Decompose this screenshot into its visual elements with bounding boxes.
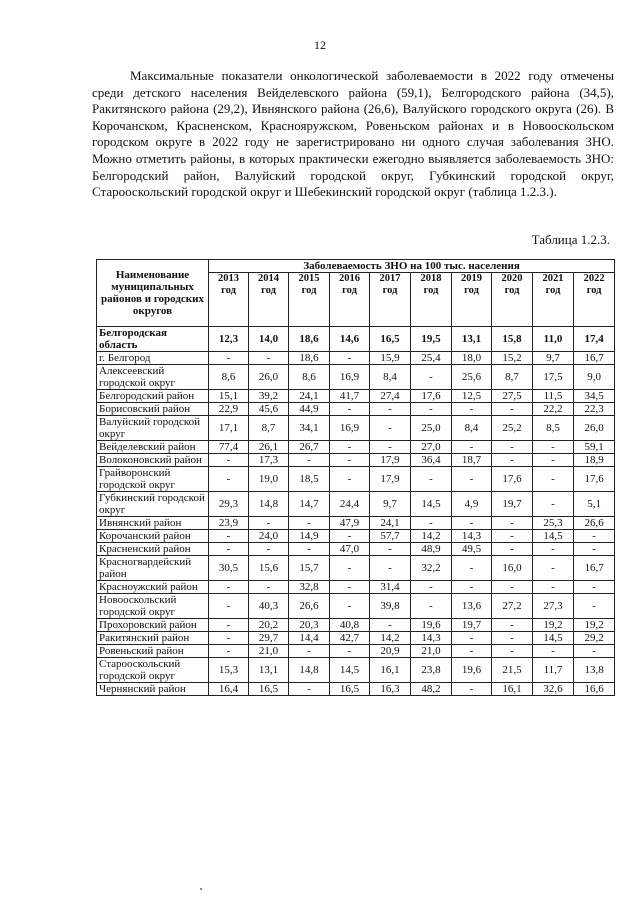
incidence-value-cell: 26,1 bbox=[249, 441, 289, 454]
incidence-value-cell: 18,6 bbox=[289, 352, 330, 365]
incidence-value-cell: - bbox=[411, 581, 452, 594]
incidence-value-cell: 22,2 bbox=[533, 403, 574, 416]
table-row bbox=[97, 530, 615, 543]
incidence-value-cell: 39,8 bbox=[370, 594, 411, 619]
incidence-value-cell: - bbox=[533, 492, 574, 517]
incidence-value-cell: - bbox=[452, 632, 492, 645]
incidence-value-cell: - bbox=[249, 352, 289, 365]
incidence-value-cell: 16,1 bbox=[492, 683, 533, 696]
incidence-value-cell: - bbox=[533, 543, 574, 556]
incidence-value-cell: - bbox=[370, 556, 411, 581]
incidence-value-cell: 24,4 bbox=[330, 492, 370, 517]
table-caption: Таблица 1.2.3. bbox=[531, 232, 610, 247]
year-header-cell: 2017 год bbox=[370, 273, 411, 327]
incidence-value-cell: - bbox=[249, 517, 289, 530]
incidence-value-cell: 8,7 bbox=[249, 416, 289, 441]
district-name-cell: Волоконовский район bbox=[97, 454, 209, 467]
incidence-value-cell: - bbox=[452, 556, 492, 581]
incidence-value-cell: 17,9 bbox=[370, 467, 411, 492]
incidence-value-cell: - bbox=[492, 441, 533, 454]
incidence-value-cell: - bbox=[370, 441, 411, 454]
incidence-value-cell: - bbox=[209, 467, 249, 492]
incidence-value-cell: 47,9 bbox=[330, 517, 370, 530]
incidence-value-cell: - bbox=[533, 556, 574, 581]
incidence-value-cell: - bbox=[330, 467, 370, 492]
incidence-value-cell: 16,0 bbox=[492, 556, 533, 581]
year-header-cell: 2015 год bbox=[289, 273, 330, 327]
incidence-value-cell: 77,4 bbox=[209, 441, 249, 454]
district-name-cell: Чернянский район bbox=[97, 683, 209, 696]
incidence-value-cell: 19,2 bbox=[533, 619, 574, 632]
incidence-value-cell: 15,9 bbox=[370, 352, 411, 365]
table-row bbox=[97, 543, 615, 556]
incidence-value-cell: 16,5 bbox=[370, 327, 411, 352]
incidence-value-cell: - bbox=[574, 543, 615, 556]
incidence-table bbox=[96, 259, 615, 696]
incidence-value-cell: 17,6 bbox=[411, 390, 452, 403]
district-name-cell: Красногвардейский район bbox=[97, 556, 209, 581]
incidence-value-cell: - bbox=[330, 454, 370, 467]
district-name-cell: Вейделевский район bbox=[97, 441, 209, 454]
incidence-value-cell: - bbox=[209, 352, 249, 365]
incidence-group-header: Заболеваемость ЗНО на 100 тыс. населения bbox=[209, 260, 615, 273]
incidence-value-cell: 19,6 bbox=[452, 658, 492, 683]
incidence-value-cell: 18,7 bbox=[452, 454, 492, 467]
incidence-value-cell: 24,1 bbox=[370, 517, 411, 530]
year-header-cell: 2016 год bbox=[330, 273, 370, 327]
table-row bbox=[97, 581, 615, 594]
incidence-value-cell: 26,0 bbox=[249, 365, 289, 390]
incidence-value-cell: - bbox=[289, 517, 330, 530]
incidence-value-cell: - bbox=[492, 619, 533, 632]
incidence-value-cell: 19,0 bbox=[249, 467, 289, 492]
year-header-cell: 2014 год bbox=[249, 273, 289, 327]
incidence-value-cell: - bbox=[330, 530, 370, 543]
incidence-value-cell: 19,7 bbox=[492, 492, 533, 517]
table-row bbox=[97, 594, 615, 619]
incidence-value-cell: 18,0 bbox=[452, 352, 492, 365]
incidence-value-cell: 14,4 bbox=[289, 632, 330, 645]
incidence-value-cell: 22,9 bbox=[209, 403, 249, 416]
incidence-value-cell: - bbox=[330, 556, 370, 581]
incidence-value-cell: - bbox=[330, 403, 370, 416]
incidence-value-cell: - bbox=[452, 517, 492, 530]
district-name-cell: Ракитянский район bbox=[97, 632, 209, 645]
incidence-value-cell: - bbox=[330, 645, 370, 658]
incidence-value-cell: 14,9 bbox=[289, 530, 330, 543]
table-row bbox=[97, 556, 615, 581]
incidence-value-cell: - bbox=[492, 517, 533, 530]
incidence-value-cell: - bbox=[574, 645, 615, 658]
table-row bbox=[97, 632, 615, 645]
incidence-value-cell: 20,3 bbox=[289, 619, 330, 632]
district-name-cell: Борисовский район bbox=[97, 403, 209, 416]
incidence-value-cell: - bbox=[209, 530, 249, 543]
table-row bbox=[97, 683, 615, 696]
incidence-value-cell: 22,3 bbox=[574, 403, 615, 416]
incidence-value-cell: - bbox=[330, 352, 370, 365]
district-name-cell: Новооскольский городской округ bbox=[97, 594, 209, 619]
incidence-value-cell: 21,0 bbox=[249, 645, 289, 658]
incidence-value-cell: 31,4 bbox=[370, 581, 411, 594]
year-header-cell: 2019 год bbox=[452, 273, 492, 327]
incidence-value-cell: 26,0 bbox=[574, 416, 615, 441]
incidence-value-cell: - bbox=[330, 594, 370, 619]
incidence-value-cell: - bbox=[289, 645, 330, 658]
incidence-value-cell: - bbox=[411, 594, 452, 619]
table-row bbox=[97, 390, 615, 403]
incidence-value-cell: 21,0 bbox=[411, 645, 452, 658]
incidence-value-cell: 9,7 bbox=[533, 352, 574, 365]
incidence-value-cell: 8,7 bbox=[492, 365, 533, 390]
incidence-value-cell: - bbox=[533, 454, 574, 467]
incidence-value-cell: 21,5 bbox=[492, 658, 533, 683]
incidence-value-cell: 15,6 bbox=[249, 556, 289, 581]
incidence-value-cell: 17,1 bbox=[209, 416, 249, 441]
incidence-value-cell: 44,9 bbox=[289, 403, 330, 416]
incidence-value-cell: 36,4 bbox=[411, 454, 452, 467]
incidence-value-cell: 19,5 bbox=[411, 327, 452, 352]
incidence-value-cell: - bbox=[209, 454, 249, 467]
incidence-value-cell: 45,6 bbox=[249, 403, 289, 416]
district-name-cell: Белгородский район bbox=[97, 390, 209, 403]
incidence-value-cell: 26,6 bbox=[289, 594, 330, 619]
incidence-value-cell: 26,6 bbox=[574, 517, 615, 530]
incidence-value-cell: 23,8 bbox=[411, 658, 452, 683]
incidence-value-cell: 14,6 bbox=[330, 327, 370, 352]
incidence-value-cell: 16,9 bbox=[330, 365, 370, 390]
incidence-value-cell: 13,1 bbox=[452, 327, 492, 352]
incidence-value-cell: 20,9 bbox=[370, 645, 411, 658]
table-row bbox=[97, 365, 615, 390]
table-row bbox=[97, 327, 615, 352]
table-row bbox=[97, 658, 615, 683]
incidence-value-cell: - bbox=[574, 530, 615, 543]
incidence-value-cell: 17,6 bbox=[574, 467, 615, 492]
incidence-value-cell: 40,8 bbox=[330, 619, 370, 632]
incidence-value-cell: - bbox=[492, 530, 533, 543]
incidence-value-cell: 25,3 bbox=[533, 517, 574, 530]
incidence-value-cell: - bbox=[452, 645, 492, 658]
incidence-value-cell: 32,8 bbox=[289, 581, 330, 594]
incidence-value-cell: - bbox=[249, 543, 289, 556]
table-row bbox=[97, 441, 615, 454]
year-header-cell: 2013 год bbox=[209, 273, 249, 327]
district-name-cell: Валуйский городской округ bbox=[97, 416, 209, 441]
incidence-value-cell: 19,6 bbox=[411, 619, 452, 632]
table-row bbox=[97, 645, 615, 658]
incidence-value-cell: 25,6 bbox=[452, 365, 492, 390]
incidence-value-cell: 15,1 bbox=[209, 390, 249, 403]
incidence-value-cell: 14,3 bbox=[411, 632, 452, 645]
incidence-value-cell: 40,3 bbox=[249, 594, 289, 619]
incidence-value-cell: 19,2 bbox=[574, 619, 615, 632]
incidence-value-cell: 27,3 bbox=[533, 594, 574, 619]
incidence-value-cell: 8,4 bbox=[370, 365, 411, 390]
incidence-value-cell: - bbox=[209, 594, 249, 619]
incidence-value-cell: 14,5 bbox=[533, 530, 574, 543]
incidence-value-cell: - bbox=[452, 581, 492, 594]
incidence-value-cell: 8,6 bbox=[289, 365, 330, 390]
incidence-value-cell: 48,2 bbox=[411, 683, 452, 696]
incidence-value-cell: 16,6 bbox=[574, 683, 615, 696]
incidence-value-cell: 25,2 bbox=[492, 416, 533, 441]
incidence-value-cell: 29,2 bbox=[574, 632, 615, 645]
incidence-value-cell: 16,5 bbox=[330, 683, 370, 696]
incidence-value-cell: 27,0 bbox=[411, 441, 452, 454]
incidence-value-cell: - bbox=[209, 619, 249, 632]
year-header-cell: 2018 год bbox=[411, 273, 452, 327]
incidence-value-cell: - bbox=[289, 454, 330, 467]
incidence-value-cell: 16,9 bbox=[330, 416, 370, 441]
incidence-value-cell: 23,9 bbox=[209, 517, 249, 530]
incidence-value-cell: 42,7 bbox=[330, 632, 370, 645]
district-name-cell: Губкинский городской округ bbox=[97, 492, 209, 517]
incidence-value-cell: - bbox=[492, 403, 533, 416]
incidence-value-cell: 11,0 bbox=[533, 327, 574, 352]
incidence-value-cell: 12,3 bbox=[209, 327, 249, 352]
incidence-value-cell: 8,4 bbox=[452, 416, 492, 441]
incidence-value-cell: 11,5 bbox=[533, 390, 574, 403]
incidence-value-cell: - bbox=[533, 467, 574, 492]
incidence-value-cell: 17,3 bbox=[249, 454, 289, 467]
page-number: 12 bbox=[314, 38, 326, 52]
incidence-value-cell: 59,1 bbox=[574, 441, 615, 454]
table-row bbox=[97, 416, 615, 441]
incidence-value-cell: - bbox=[452, 683, 492, 696]
incidence-value-cell: 27,5 bbox=[492, 390, 533, 403]
incidence-value-cell: - bbox=[574, 594, 615, 619]
incidence-value-cell: 14,8 bbox=[249, 492, 289, 517]
incidence-value-cell: 32,6 bbox=[533, 683, 574, 696]
incidence-value-cell: 49,5 bbox=[452, 543, 492, 556]
incidence-value-cell: - bbox=[411, 517, 452, 530]
incidence-value-cell: 8,6 bbox=[209, 365, 249, 390]
incidence-value-cell: 20,2 bbox=[249, 619, 289, 632]
incidence-value-cell: 16,4 bbox=[209, 683, 249, 696]
district-name-cell: г. Белгород bbox=[97, 352, 209, 365]
district-name-cell: Белгородская область bbox=[97, 327, 209, 352]
incidence-value-cell: 18,9 bbox=[574, 454, 615, 467]
incidence-value-cell: 32,2 bbox=[411, 556, 452, 581]
year-header-cell: 2020 год bbox=[492, 273, 533, 327]
incidence-value-cell: 13,1 bbox=[249, 658, 289, 683]
incidence-value-cell: - bbox=[209, 645, 249, 658]
incidence-value-cell: 15,7 bbox=[289, 556, 330, 581]
incidence-value-cell: 13,8 bbox=[574, 658, 615, 683]
incidence-value-cell: 26,7 bbox=[289, 441, 330, 454]
incidence-value-cell: - bbox=[533, 581, 574, 594]
incidence-value-cell: 24,1 bbox=[289, 390, 330, 403]
incidence-value-cell: 41,7 bbox=[330, 390, 370, 403]
district-name-cell: Корочанский район bbox=[97, 530, 209, 543]
incidence-value-cell: - bbox=[492, 645, 533, 658]
incidence-value-cell: 24,0 bbox=[249, 530, 289, 543]
incidence-value-cell: - bbox=[411, 467, 452, 492]
incidence-value-cell: 25,0 bbox=[411, 416, 452, 441]
incidence-value-cell: 12,5 bbox=[452, 390, 492, 403]
incidence-value-cell: - bbox=[452, 441, 492, 454]
table-row bbox=[97, 492, 615, 517]
incidence-value-cell: - bbox=[411, 403, 452, 416]
incidence-value-cell: 9,0 bbox=[574, 365, 615, 390]
district-name-cell: Старооскольский городской округ bbox=[97, 658, 209, 683]
incidence-value-cell: 16,3 bbox=[370, 683, 411, 696]
incidence-value-cell: - bbox=[330, 581, 370, 594]
incidence-value-cell: 30,5 bbox=[209, 556, 249, 581]
incidence-value-cell: - bbox=[492, 581, 533, 594]
incidence-value-cell: 16,5 bbox=[249, 683, 289, 696]
table-body bbox=[97, 327, 615, 696]
incidence-value-cell: - bbox=[370, 416, 411, 441]
incidence-value-cell: 5,1 bbox=[574, 492, 615, 517]
incidence-value-cell: - bbox=[209, 581, 249, 594]
incidence-value-cell: - bbox=[533, 441, 574, 454]
incidence-value-cell: 25,4 bbox=[411, 352, 452, 365]
district-name-cell: Красненский район bbox=[97, 543, 209, 556]
intro-paragraph: Максимальные показатели онкологической заболеваемости в 2022 году отмечены среди детского населения Вейделевского района (59,1), Белгородского района (34,5), Ракитянского района (29,2), Ивнянского района (26,6), Валуйского городского округа (26). В Корочанском, Красненском, Краснояружском, Ровеньском районах и в Новооскольском городском округе в 2022 году не зарегистрировано ни одного случая заболевания ЗНО. Можно отметить районы, в которых практически ежегодно выявляется заболеваемость ЗНО: Белгородский район, Валуйский городской округ, Губкинский городской округ, Старооскольский городской округ и Шебекинский городской округ (таблица 1.2.3.). bbox=[92, 68, 614, 200]
incidence-value-cell: 14,5 bbox=[533, 632, 574, 645]
district-name-cell: Алексеевский городской округ bbox=[97, 365, 209, 390]
incidence-value-cell: - bbox=[411, 365, 452, 390]
incidence-value-cell: 29,3 bbox=[209, 492, 249, 517]
incidence-value-cell: - bbox=[492, 454, 533, 467]
incidence-value-cell: 15,2 bbox=[492, 352, 533, 365]
incidence-value-cell: - bbox=[370, 543, 411, 556]
district-name-cell: Красноужский район bbox=[97, 581, 209, 594]
district-name-cell: Прохоровский район bbox=[97, 619, 209, 632]
incidence-value-cell: - bbox=[574, 581, 615, 594]
incidence-value-cell: 18,5 bbox=[289, 467, 330, 492]
incidence-value-cell: - bbox=[330, 441, 370, 454]
incidence-value-cell: 4,9 bbox=[452, 492, 492, 517]
incidence-value-cell: 17,9 bbox=[370, 454, 411, 467]
table-row bbox=[97, 352, 615, 365]
incidence-value-cell: 17,4 bbox=[574, 327, 615, 352]
incidence-value-cell: 34,1 bbox=[289, 416, 330, 441]
incidence-value-cell: - bbox=[209, 543, 249, 556]
year-header-cell: 2022 год bbox=[574, 273, 615, 327]
incidence-value-cell: 14,7 bbox=[289, 492, 330, 517]
incidence-value-cell: 14,2 bbox=[370, 632, 411, 645]
incidence-value-cell: - bbox=[452, 467, 492, 492]
district-name-cell: Ровеньский район bbox=[97, 645, 209, 658]
table-row bbox=[97, 454, 615, 467]
incidence-value-cell: - bbox=[209, 632, 249, 645]
district-name-cell: Грайворонский городской округ bbox=[97, 467, 209, 492]
incidence-value-cell: - bbox=[370, 619, 411, 632]
incidence-value-cell: 11,7 bbox=[533, 658, 574, 683]
table-row bbox=[97, 403, 615, 416]
incidence-value-cell: - bbox=[452, 403, 492, 416]
incidence-value-cell: - bbox=[289, 683, 330, 696]
table-row bbox=[97, 619, 615, 632]
district-name-cell: Ивнянский район bbox=[97, 517, 209, 530]
incidence-value-cell: 39,2 bbox=[249, 390, 289, 403]
incidence-value-cell: 17,6 bbox=[492, 467, 533, 492]
incidence-value-cell: - bbox=[289, 543, 330, 556]
incidence-value-cell: 15,8 bbox=[492, 327, 533, 352]
incidence-value-cell: 14,5 bbox=[411, 492, 452, 517]
name-column-header: Наименование муниципальных районов и городских округов bbox=[97, 260, 209, 327]
incidence-value-cell: 14,3 bbox=[452, 530, 492, 543]
incidence-value-cell: 15,3 bbox=[209, 658, 249, 683]
incidence-value-cell: 14,2 bbox=[411, 530, 452, 543]
incidence-value-cell: 14,0 bbox=[249, 327, 289, 352]
incidence-value-cell: 16,1 bbox=[370, 658, 411, 683]
incidence-value-cell: - bbox=[492, 543, 533, 556]
incidence-value-cell: 17,5 bbox=[533, 365, 574, 390]
incidence-value-cell: 14,8 bbox=[289, 658, 330, 683]
table-row bbox=[97, 517, 615, 530]
incidence-value-cell: 29,7 bbox=[249, 632, 289, 645]
incidence-value-cell: 57,7 bbox=[370, 530, 411, 543]
table-row bbox=[97, 467, 615, 492]
incidence-value-cell: 8,5 bbox=[533, 416, 574, 441]
incidence-value-cell: - bbox=[492, 632, 533, 645]
incidence-value-cell: 27,4 bbox=[370, 390, 411, 403]
incidence-value-cell: - bbox=[533, 645, 574, 658]
incidence-value-cell: 13,6 bbox=[452, 594, 492, 619]
scan-speck bbox=[200, 888, 202, 890]
incidence-value-cell: 16,7 bbox=[574, 352, 615, 365]
incidence-value-cell: 47,0 bbox=[330, 543, 370, 556]
incidence-value-cell: 34,5 bbox=[574, 390, 615, 403]
incidence-value-cell: 18,6 bbox=[289, 327, 330, 352]
incidence-value-cell: 9,7 bbox=[370, 492, 411, 517]
incidence-value-cell: - bbox=[249, 581, 289, 594]
incidence-value-cell: 27,2 bbox=[492, 594, 533, 619]
year-header-cell: 2021 год bbox=[533, 273, 574, 327]
incidence-value-cell: 14,5 bbox=[330, 658, 370, 683]
incidence-value-cell: 48,9 bbox=[411, 543, 452, 556]
incidence-value-cell: - bbox=[370, 403, 411, 416]
incidence-value-cell: 19,7 bbox=[452, 619, 492, 632]
incidence-value-cell: 16,7 bbox=[574, 556, 615, 581]
